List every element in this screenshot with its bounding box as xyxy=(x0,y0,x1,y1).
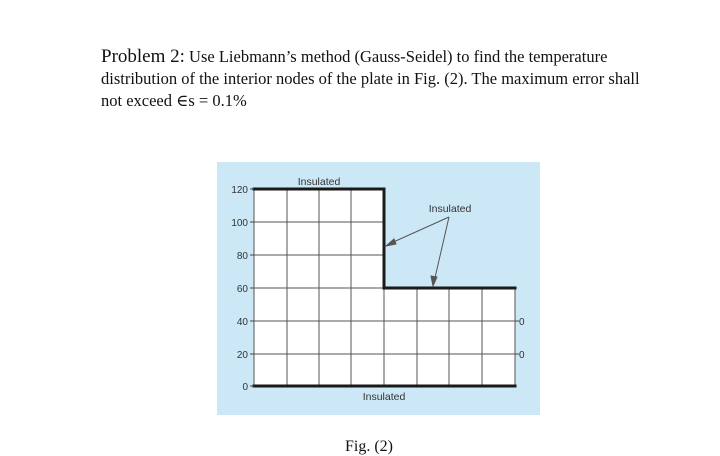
problem-text: Use Liebmann’s method (Gauss-Seidel) to find the temperature distribution of the interior nodes of the plate in Fig. (2). The maximum error shall not exceed ∈s = 0.1% xyxy=(101,47,640,110)
y-tick-label: 100 xyxy=(231,218,248,229)
y-tick-label: 0 xyxy=(242,382,248,393)
top-insulated-label: Insulated xyxy=(297,176,341,188)
right-boundary-value: 0 xyxy=(519,317,525,328)
y-tick-label: 20 xyxy=(236,350,248,361)
figure-caption: Fig. (2) xyxy=(345,438,393,455)
step-insulated-label: Insulated xyxy=(428,203,472,215)
right-boundary-value: 0 xyxy=(519,350,525,361)
y-tick-label: 80 xyxy=(236,251,248,262)
y-tick-label: 120 xyxy=(231,185,248,196)
problem-number: Problem 2: xyxy=(101,46,185,67)
y-tick-label: 40 xyxy=(236,317,248,328)
problem-statement xyxy=(101,46,661,112)
plate-figure xyxy=(217,162,540,415)
bottom-insulated-label: Insulated xyxy=(362,391,406,403)
y-tick-label: 60 xyxy=(236,284,248,295)
y-tick-marks xyxy=(250,189,254,386)
plate-diagram xyxy=(217,162,540,415)
callout-arrows xyxy=(386,217,449,286)
